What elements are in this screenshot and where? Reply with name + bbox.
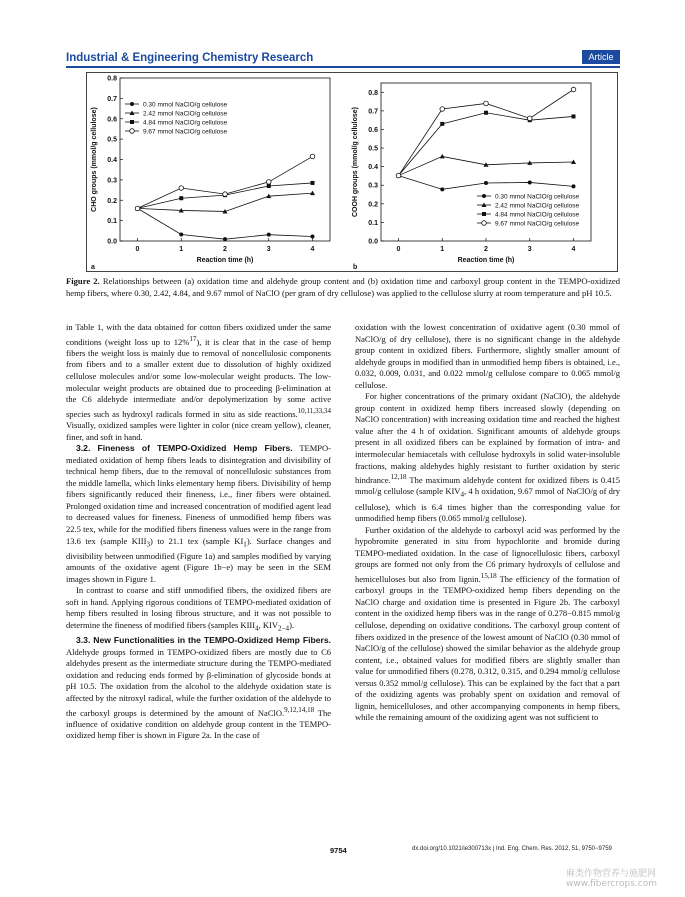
data-point-3-1: [440, 122, 444, 126]
data-point-4-2: [223, 192, 228, 197]
data-point-3-1: [179, 196, 183, 200]
y-tick-label: 0.3: [107, 177, 117, 185]
figure-2-charts: [87, 73, 617, 271]
y-tick-label: 0.4: [368, 164, 378, 172]
x-tick-label: 4: [310, 246, 315, 253]
data-point-4-0: [135, 206, 140, 211]
y-tick-label: 0.8: [107, 75, 117, 83]
legend-label: 2.42 mmol NaClO/g cellulose: [495, 202, 580, 210]
paragraph: Further oxidation of the aldehyde to carboxyl acid was performed by the hypobromite generated in situ from hypochlorite and bromide during TEMPO-mediated oxidation. In the case of lignocellulosic fibers, carboxyl groups are formed not only from the C6 primary hydroxyls of cellulose and hemicelluloses but also from lignin.$^{15,18}$ The efficiency of the formation of carboxyl groups in the TEMPO-oxidized hemp fibers depending on the NaClO charge and oxidation time is presented in Figure 2b. The carboxyl content in the oxidized hemp fibers was in the range of 0.278−0.815 mmol/g cellulose, depending on oxidative conditions. The carboxyl group content of fibers oxidized in the presence of the lowest amount of NaClO (0.30 mmol of NaClO/g of the cellulose) showed the similar behavior as the aldehyde group content, i.e., obtained values for modified fibers are slightly smaller than value for unmodified fibers (0.278, 0.312, 0.315, and 0.294 mmol/g cellulose versus 0.352 mmol/g cellulose). This can be explained by the fact that a part of the oxidizing agents was probably spent on oxidation and removal of lignin, hemicelluloses, and other accompanying components in hemp fibers, while the remaining amount of the oxidizing agent was not sufficient to: [355, 524, 620, 723]
data-point-1-2: [223, 237, 227, 241]
paragraph: 3.2. Fineness of TEMPO-Oxidized Hemp Fibers. TEMPO-mediated oxidation of hemp fibers leads to disintegration and divisibility of technical hemp fibers, due to the removal of noncellulosic substances from the middle lamella, which links elementary hemp fibers. Divisibility of hemp fibers significantly reduced their fineness, i.e., finer fibers were obtained. Prolonged oxidation time and increased concentration of modified agent lead to decreased values for fineness. Fineness of unmodified hemp fibers was 22.5 tex, while for the modified fibers fineness values were in the range from 13.6 tex (sample $KIII_3$) to 21.1 tex (sample $KI_1$). Surface changes and divisibility between unmodified (Figure 1a) and samples modified by varying amounts of the oxidative agent (Figure 1b−e) may be seen in the SEM images shown in Figure 1.: [66, 443, 332, 584]
y-tick-label: 0.3: [368, 182, 378, 190]
x-axis-label: Reaction time (h): [196, 257, 254, 264]
article-badge: Article: [582, 50, 620, 64]
figure-caption: [66, 276, 620, 299]
data-point-legend-3: [482, 221, 487, 226]
paragraph: 3.3. New Functionalities in the TEMPO-Oxidized Hemp Fibers. Aldehyde groups formed in TEMPO-oxidized fibers are mostly due to C6 aldehydes present as the intermediate structure during the TEMPO-mediated oxidation and reducing ends formed by β-elimination of glycoside bonds at pH 10.5. The oxidation from the alcohol to the aldehyde oxidation state is affected by the nitroxyl radical, while the further oxidation of the aldehyde to the carboxyl groups is determined by the amount of NaClO.$^{9,12,14,18}$ The influence of oxidative condition on aldehyde group content in the TEMPO-oxidized hemp fiber is shown in Figure 2a. In the case of: [66, 635, 331, 741]
x-axis-label: Reaction time (h): [457, 257, 515, 264]
y-tick-label: 0.8: [368, 89, 378, 97]
data-point-3-2: [484, 111, 488, 115]
data-point-3-4: [572, 114, 576, 118]
paragraph: In contrast to coarse and stiff unmodified fibers, the oxidized fibers are soft in hand. Applying rigorous conditions of TEMPO-mediated oxidation of hemp fibers resulted in losing fibrous structure, and it was not possible to determine the fineness of modified fibers (samples $KIII_4$, $KIV_{2-4}$).: [66, 585, 331, 633]
legend-label: 4.84 mmol NaClO/g cellulose: [143, 119, 228, 127]
legend-label: 4.84 mmol NaClO/g cellulose: [495, 211, 580, 219]
data-point-1-3: [528, 180, 532, 184]
section-heading-3-2: 3.2. Fineness of TEMPO-Oxidized Hemp Fibers.: [76, 443, 293, 454]
data-point-3-4: [311, 181, 315, 185]
y-tick-label: 0.2: [107, 197, 117, 205]
x-tick-label: 0: [135, 246, 140, 253]
data-point-2-1: [440, 154, 445, 159]
data-point-1-4: [572, 184, 576, 188]
x-tick-label: 1: [440, 246, 445, 253]
data-point-1-1: [440, 187, 444, 191]
x-tick-label: 1: [179, 246, 184, 253]
legend-label: 2.42 mmol NaClO/g cellulose: [143, 110, 228, 118]
caption-text: Relationships between (a) oxidation time and aldehyde group content and (b) oxidation time and carboxyl group content in the TEMPO-oxidized hemp fibers, where 0.30, 2.42, 4.84, and 9.67 mmol of NaClO (per gram of dry cellulose) was applied to the cellulose slurry at room temperature and pH 10.5.: [66, 276, 621, 298]
section-heading-3-3: 3.3. New Functionalities in the TEMPO-Oxidized Hemp Fibers.: [76, 635, 331, 646]
data-point-4-2: [484, 101, 489, 106]
legend-label: 9.67 mmol NaClO/g cellulose: [143, 128, 228, 136]
y-tick-label: 0.7: [368, 108, 378, 116]
y-tick-label: 0.1: [107, 218, 117, 226]
series-line-4: [138, 156, 313, 208]
y-tick-label: 0.2: [368, 201, 378, 209]
x-tick-label: 3: [266, 246, 271, 253]
watermark-cn: 麻类作物营养与施肥网: [566, 869, 657, 879]
data-point-4-0: [396, 173, 401, 178]
y-tick-label: 0.5: [107, 136, 117, 144]
data-point-4-3: [527, 116, 532, 121]
data-point-legend-3: [130, 129, 135, 134]
x-tick-label: 3: [527, 246, 532, 253]
legend-label: 0.30 mmol NaClO/g cellulose: [495, 193, 580, 201]
paragraph: oxidation with the lowest concentration of oxidative agent (0.30 mmol of NaClO/g of dry cellulose), there is no significant change in the aldehyde group content in oxidized fibers. Furthermore, slightly smaller amount of aldehyde groups in modified than in unmodified hemp fibers is obtained, i.e., 0.032, 0.009, 0.031, and 0.022 mmol/g cellulose compare to 0.065 mmol/g cellulose.: [355, 322, 620, 390]
y-tick-label: 0.4: [107, 157, 117, 164]
watermark-url: www.fibercrops.com: [566, 879, 657, 889]
y-axis-label: CHO groups (mmol/g cellulose): [91, 107, 98, 212]
y-tick-label: 0.5: [368, 145, 378, 153]
legend-label: 9.67 mmol NaClO/g cellulose: [495, 220, 580, 228]
paragraph: in Table 1, with the data obtained for cotton fibers oxidized under the same conditions (weight loss up to 12%$^{17}$), it is clear that in the case of hemp fibers the weight loss is mainly due to removal of noncellulosic components from fibers and to a smaller extent due to dissolution of highly oxidized cellulose molecules and/or some low-molecular weight products. The low-molecular weight products are obtained due to proceeding β-elimination at the C6 aldehyde intermediate and/or depolymerization by some active species such as hydroxyl radicals formed in situ as side reactions.$^{10,11,33,34}$ Visually, oxidized samples were lighter in color (nice cream yellow), cleaner, finer, and soft in hand.: [66, 322, 331, 442]
right-column: [355, 322, 620, 724]
y-tick-label: 0.6: [107, 116, 117, 124]
left-column: [66, 322, 331, 742]
data-point-1-4: [311, 235, 315, 239]
data-point-4-1: [440, 107, 445, 112]
data-point-legend-0: [130, 102, 134, 106]
data-point-1-2: [484, 181, 488, 185]
page-number: 9754: [330, 846, 347, 855]
header-rule: [66, 66, 620, 68]
data-point-legend-2: [130, 120, 134, 124]
data-point-4-3: [266, 180, 271, 185]
data-point-legend-0: [482, 194, 486, 198]
caption-label: Figure 2.: [66, 276, 100, 286]
data-point-4-1: [179, 186, 184, 191]
y-tick-label: 0.7: [107, 95, 117, 103]
y-tick-label: 0.0: [368, 238, 378, 246]
y-tick-label: 0.6: [368, 126, 378, 134]
paragraph: For higher concentrations of the primary oxidant (NaClO), the aldehyde group content in oxidized hemp fibers increased slowly (depending on NaClO concentration) with increasing oxidation time and reached the highest value after the 4 h of oxidation. Significant amounts of aldehyde groups present in all oxidized fibers can be explained by formation of intra- and intermolecular hemiacetals with cellulose hydroxyls in solid water-insoluble fractions, making aldehydes highly resistant to further oxidation by steric hindrance.$^{12,18}$ The maximum aldehyde content for oxidized fibers is 0.415 mmol/g cellulose (sample $KIV_4$, 4 h oxidation, 9.67 mmol of NaClO/g of dry cellulose), which is 6.4 times higher than the corresponding value for unmodified hemp fibers (0.065 mmol/g cellulose).: [355, 391, 620, 524]
y-tick-label: 0.0: [107, 238, 117, 246]
data-point-legend-2: [482, 212, 486, 216]
data-point-4-4: [310, 154, 315, 159]
panel-tag: b: [353, 264, 358, 271]
doi-line: dx.doi.org/10.1021/ie300713x | Ind. Eng. Chem. Res. 2012, 51, 9750−9759: [412, 846, 612, 852]
x-tick-label: 4: [571, 246, 576, 253]
x-tick-label: 2: [223, 246, 227, 253]
journal-title: Industrial & Engineering Chemistry Research: [66, 52, 314, 64]
x-tick-label: 0: [396, 246, 401, 253]
figure-2: [86, 72, 618, 272]
legend-label: 0.30 mmol NaClO/g cellulose: [143, 101, 228, 109]
data-point-1-3: [267, 233, 271, 237]
data-point-4-4: [571, 87, 576, 92]
data-point-1-1: [179, 232, 183, 236]
y-tick-label: 0.1: [368, 219, 378, 227]
panel-tag: a: [91, 264, 95, 271]
y-axis-label: COOH groups (mmol/g cellulose): [352, 106, 359, 218]
x-tick-label: 2: [484, 246, 488, 253]
